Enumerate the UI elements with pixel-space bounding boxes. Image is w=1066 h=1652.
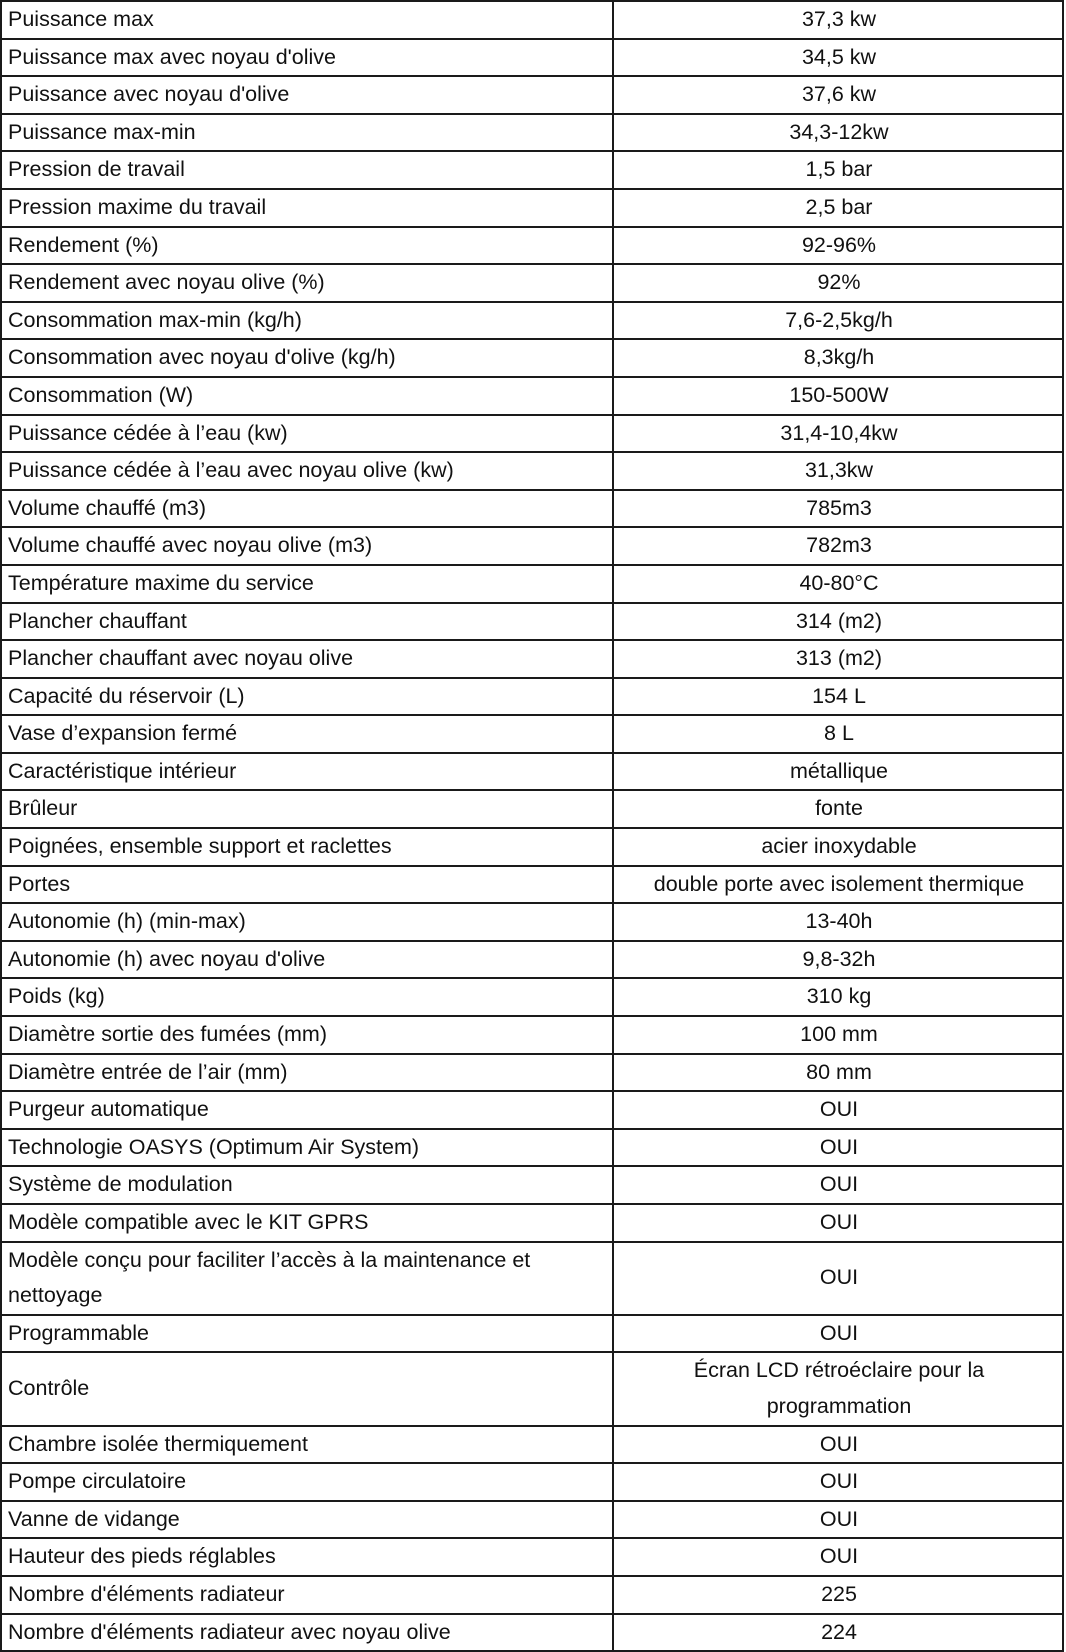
spec-value: 9,8-32h <box>613 941 1063 979</box>
spec-label: Consommation (W) <box>1 377 613 415</box>
spec-value: Écran LCD rétroéclaire pour la programmation <box>613 1352 1063 1425</box>
spec-value: 224 <box>613 1614 1063 1652</box>
spec-row <box>1 978 1063 1016</box>
spec-value: OUI <box>613 1426 1063 1464</box>
spec-row <box>1 715 1063 753</box>
spec-value: OUI <box>613 1204 1063 1242</box>
spec-label: Diamètre sortie des fumées (mm) <box>1 1016 613 1054</box>
spec-row <box>1 1166 1063 1204</box>
spec-label: Rendement avec noyau olive (%) <box>1 264 613 302</box>
spec-label: Plancher chauffant <box>1 603 613 641</box>
spec-label: Puissance max-min <box>1 114 613 152</box>
spec-row <box>1 1129 1063 1167</box>
spec-value: 31,4-10,4kw <box>613 415 1063 453</box>
spec-row <box>1 76 1063 114</box>
spec-row <box>1 1242 1063 1315</box>
spec-row <box>1 39 1063 77</box>
spec-value: OUI <box>613 1242 1063 1315</box>
spec-value: fonte <box>613 790 1063 828</box>
spec-value: OUI <box>613 1315 1063 1353</box>
spec-label: Nombre d'éléments radiateur avec noyau olive <box>1 1614 613 1652</box>
spec-table-body <box>1 1 1063 1651</box>
spec-row <box>1 565 1063 603</box>
spec-row <box>1 1 1063 39</box>
spec-label: Rendement (%) <box>1 227 613 265</box>
spec-value: 80 mm <box>613 1054 1063 1092</box>
spec-label: Puissance cédée à l’eau (kw) <box>1 415 613 453</box>
spec-label: Contrôle <box>1 1352 613 1425</box>
spec-label: Diamètre entrée de l’air (mm) <box>1 1054 613 1092</box>
spec-row <box>1 1054 1063 1092</box>
spec-row <box>1 302 1063 340</box>
spec-label: Autonomie (h) (min-max) <box>1 903 613 941</box>
spec-label: Puissance cédée à l’eau avec noyau olive (kw) <box>1 452 613 490</box>
spec-value: 92-96% <box>613 227 1063 265</box>
spec-value: 92% <box>613 264 1063 302</box>
spec-row <box>1 1426 1063 1464</box>
spec-row <box>1 1352 1063 1425</box>
spec-label: Pression de travail <box>1 151 613 189</box>
spec-row <box>1 603 1063 641</box>
spec-value: 13-40h <box>613 903 1063 941</box>
spec-value: 34,3-12kw <box>613 114 1063 152</box>
spec-value: 150-500W <box>613 377 1063 415</box>
spec-label: Caractéristique intérieur <box>1 753 613 791</box>
spec-value: OUI <box>613 1091 1063 1129</box>
spec-label: Poids (kg) <box>1 978 613 1016</box>
spec-value: 40-80°C <box>613 565 1063 603</box>
spec-row <box>1 227 1063 265</box>
spec-value: 310 kg <box>613 978 1063 1016</box>
spec-row <box>1 1016 1063 1054</box>
spec-row <box>1 866 1063 904</box>
spec-value: OUI <box>613 1129 1063 1167</box>
spec-value: 785m3 <box>613 490 1063 528</box>
spec-label: Technologie OASYS (Optimum Air System) <box>1 1129 613 1167</box>
spec-row <box>1 1614 1063 1652</box>
spec-value: 7,6-2,5kg/h <box>613 302 1063 340</box>
spec-value: 100 mm <box>613 1016 1063 1054</box>
spec-value: OUI <box>613 1501 1063 1539</box>
spec-label: Modèle conçu pour faciliter l’accès à la maintenance et nettoyage <box>1 1242 613 1315</box>
spec-row <box>1 1463 1063 1501</box>
spec-value: 782m3 <box>613 527 1063 565</box>
spec-label: Hauteur des pieds réglables <box>1 1538 613 1576</box>
spec-row <box>1 678 1063 716</box>
spec-value: 37,3 kw <box>613 1 1063 39</box>
spec-label: Chambre isolée thermiquement <box>1 1426 613 1464</box>
spec-label: Température maxime du service <box>1 565 613 603</box>
spec-value: 314 (m2) <box>613 603 1063 641</box>
spec-row <box>1 753 1063 791</box>
spec-label: Programmable <box>1 1315 613 1353</box>
spec-row <box>1 114 1063 152</box>
spec-value: OUI <box>613 1166 1063 1204</box>
spec-row <box>1 941 1063 979</box>
spec-label: Poignées, ensemble support et raclettes <box>1 828 613 866</box>
spec-row <box>1 1576 1063 1614</box>
spec-label: Pompe circulatoire <box>1 1463 613 1501</box>
spec-label: Volume chauffé avec noyau olive (m3) <box>1 527 613 565</box>
spec-row <box>1 640 1063 678</box>
spec-value: OUI <box>613 1463 1063 1501</box>
spec-label: Modèle compatible avec le KIT GPRS <box>1 1204 613 1242</box>
spec-value: 31,3kw <box>613 452 1063 490</box>
spec-label: Nombre d'éléments radiateur <box>1 1576 613 1614</box>
spec-value: 154 L <box>613 678 1063 716</box>
spec-row <box>1 151 1063 189</box>
spec-label: Puissance max avec noyau d'olive <box>1 39 613 77</box>
spec-row <box>1 903 1063 941</box>
spec-label: Portes <box>1 866 613 904</box>
spec-row <box>1 339 1063 377</box>
spec-row <box>1 189 1063 227</box>
spec-label: Consommation avec noyau d'olive (kg/h) <box>1 339 613 377</box>
spec-label: Pression maxime du travail <box>1 189 613 227</box>
spec-row <box>1 1091 1063 1129</box>
spec-value: 8,3kg/h <box>613 339 1063 377</box>
spec-value: métallique <box>613 753 1063 791</box>
spec-value: 8 L <box>613 715 1063 753</box>
spec-label: Capacité du réservoir (L) <box>1 678 613 716</box>
spec-label: Purgeur automatique <box>1 1091 613 1129</box>
spec-label: Système de modulation <box>1 1166 613 1204</box>
spec-value: acier inoxydable <box>613 828 1063 866</box>
spec-label: Consommation max-min (kg/h) <box>1 302 613 340</box>
spec-value: 1,5 bar <box>613 151 1063 189</box>
spec-row <box>1 828 1063 866</box>
spec-row <box>1 1204 1063 1242</box>
spec-value: OUI <box>613 1538 1063 1576</box>
spec-label: Vanne de vidange <box>1 1501 613 1539</box>
spec-row <box>1 1538 1063 1576</box>
spec-value: 225 <box>613 1576 1063 1614</box>
spec-row <box>1 452 1063 490</box>
spec-row <box>1 527 1063 565</box>
spec-row <box>1 1501 1063 1539</box>
spec-value: double porte avec isolement thermique <box>613 866 1063 904</box>
spec-row <box>1 790 1063 828</box>
spec-row <box>1 264 1063 302</box>
spec-value: 2,5 bar <box>613 189 1063 227</box>
spec-label: Vase d’expansion fermé <box>1 715 613 753</box>
spec-row <box>1 415 1063 453</box>
spec-value: 37,6 kw <box>613 76 1063 114</box>
spec-label: Brûleur <box>1 790 613 828</box>
spec-value: 34,5 kw <box>613 39 1063 77</box>
spec-label: Plancher chauffant avec noyau olive <box>1 640 613 678</box>
spec-row <box>1 490 1063 528</box>
spec-row <box>1 377 1063 415</box>
spec-label: Puissance avec noyau d'olive <box>1 76 613 114</box>
spec-value: 313 (m2) <box>613 640 1063 678</box>
spec-label: Volume chauffé (m3) <box>1 490 613 528</box>
spec-row <box>1 1315 1063 1353</box>
spec-label: Autonomie (h) avec noyau d'olive <box>1 941 613 979</box>
spec-label: Puissance max <box>1 1 613 39</box>
